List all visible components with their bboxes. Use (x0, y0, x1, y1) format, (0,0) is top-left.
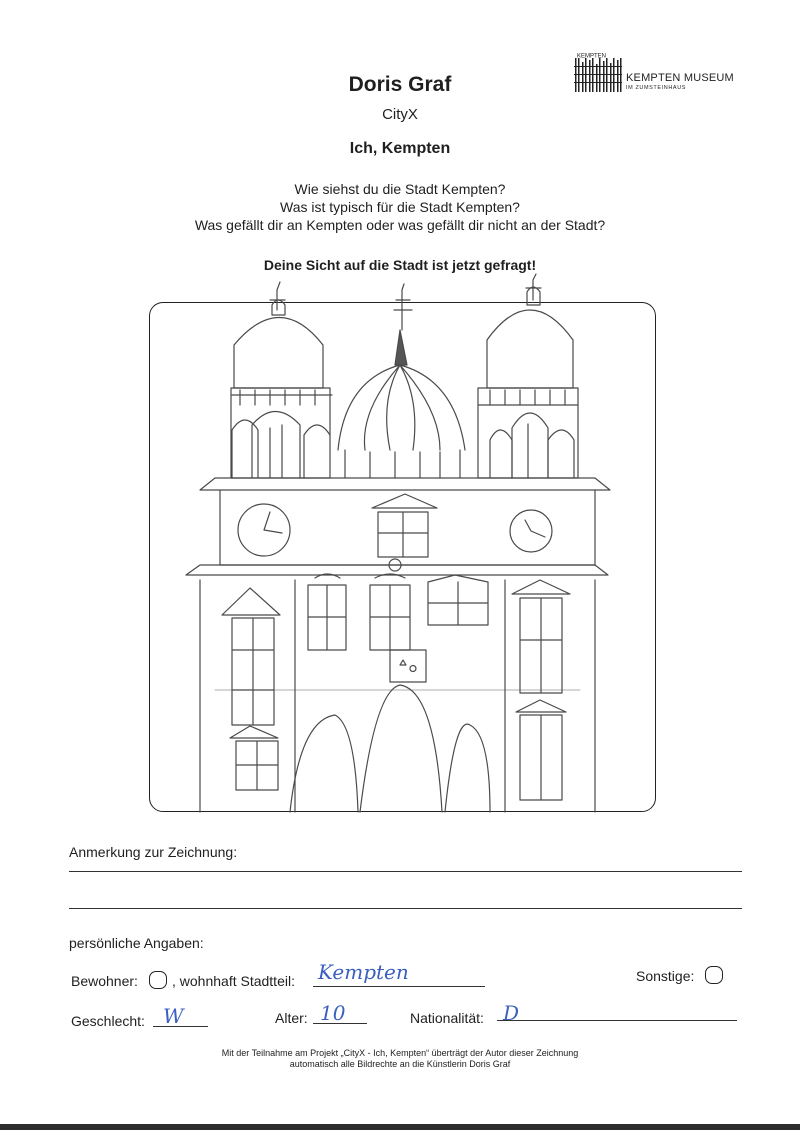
district-label: , wohnhaft Stadtteil: (172, 973, 295, 989)
age-value: 10 (320, 1001, 346, 1025)
rights-notice-line-2: automatisch alle Bildrechte an die Künstlerin Doris Graf (289, 1059, 511, 1069)
project-name: CityX (382, 106, 418, 123)
district-field-line[interactable] (313, 986, 485, 987)
museum-subtitle: IM ZUMSTEINHAUS (626, 85, 687, 91)
question-list (0, 180, 800, 234)
resident-checkbox[interactable] (149, 971, 167, 989)
gender-label: Geschlecht: (71, 1013, 145, 1029)
drawing-frame (149, 302, 656, 812)
question-1: Wie siehst du die Stadt Kempten? (294, 181, 506, 197)
nationality-value: D (503, 1001, 520, 1025)
remark-line-2[interactable] (69, 908, 742, 909)
question-3: Was gefällt dir an Kempten oder was gefällt dir nicht an der Stadt? (194, 217, 606, 233)
museum-name: KEMPTEN MUSEUM (626, 72, 734, 84)
project-theme: Ich, Kempten (349, 140, 451, 157)
rights-notice (0, 1048, 800, 1070)
museum-logo (574, 50, 754, 98)
personal-info-label: persönliche Angaben: (69, 935, 204, 951)
nationality-label: Nationalität: (410, 1010, 484, 1026)
gender-field-line[interactable] (153, 1026, 208, 1027)
age-label: Alter: (275, 1010, 308, 1026)
drawing-prompt: Deine Sicht auf die Stadt ist jetzt gefragt! (263, 257, 537, 273)
remark-label: Anmerkung zur Zeichnung: (69, 844, 238, 860)
artist-name: Doris Graf (348, 73, 452, 96)
rights-notice-line-1: Mit der Teilnahme am Projekt „CityX - Ich, Kempten“ überträgt der Autor dieser Zeichnung (221, 1048, 579, 1058)
scan-edge (0, 1124, 800, 1130)
logo-mark-text: KEMPTEN (577, 53, 607, 60)
other-checkbox[interactable] (705, 966, 723, 984)
question-2: Was ist typisch für die Stadt Kempten? (280, 199, 520, 215)
gender-value: W (163, 1004, 184, 1028)
resident-label: Bewohner: (71, 973, 138, 989)
remark-line-1[interactable] (69, 871, 742, 872)
nationality-field-line[interactable] (497, 1020, 737, 1021)
museum-logo-mark (574, 52, 624, 94)
other-label: Sonstige: (636, 968, 695, 984)
district-value: Kempten (318, 960, 409, 984)
age-field-line[interactable] (313, 1023, 367, 1024)
